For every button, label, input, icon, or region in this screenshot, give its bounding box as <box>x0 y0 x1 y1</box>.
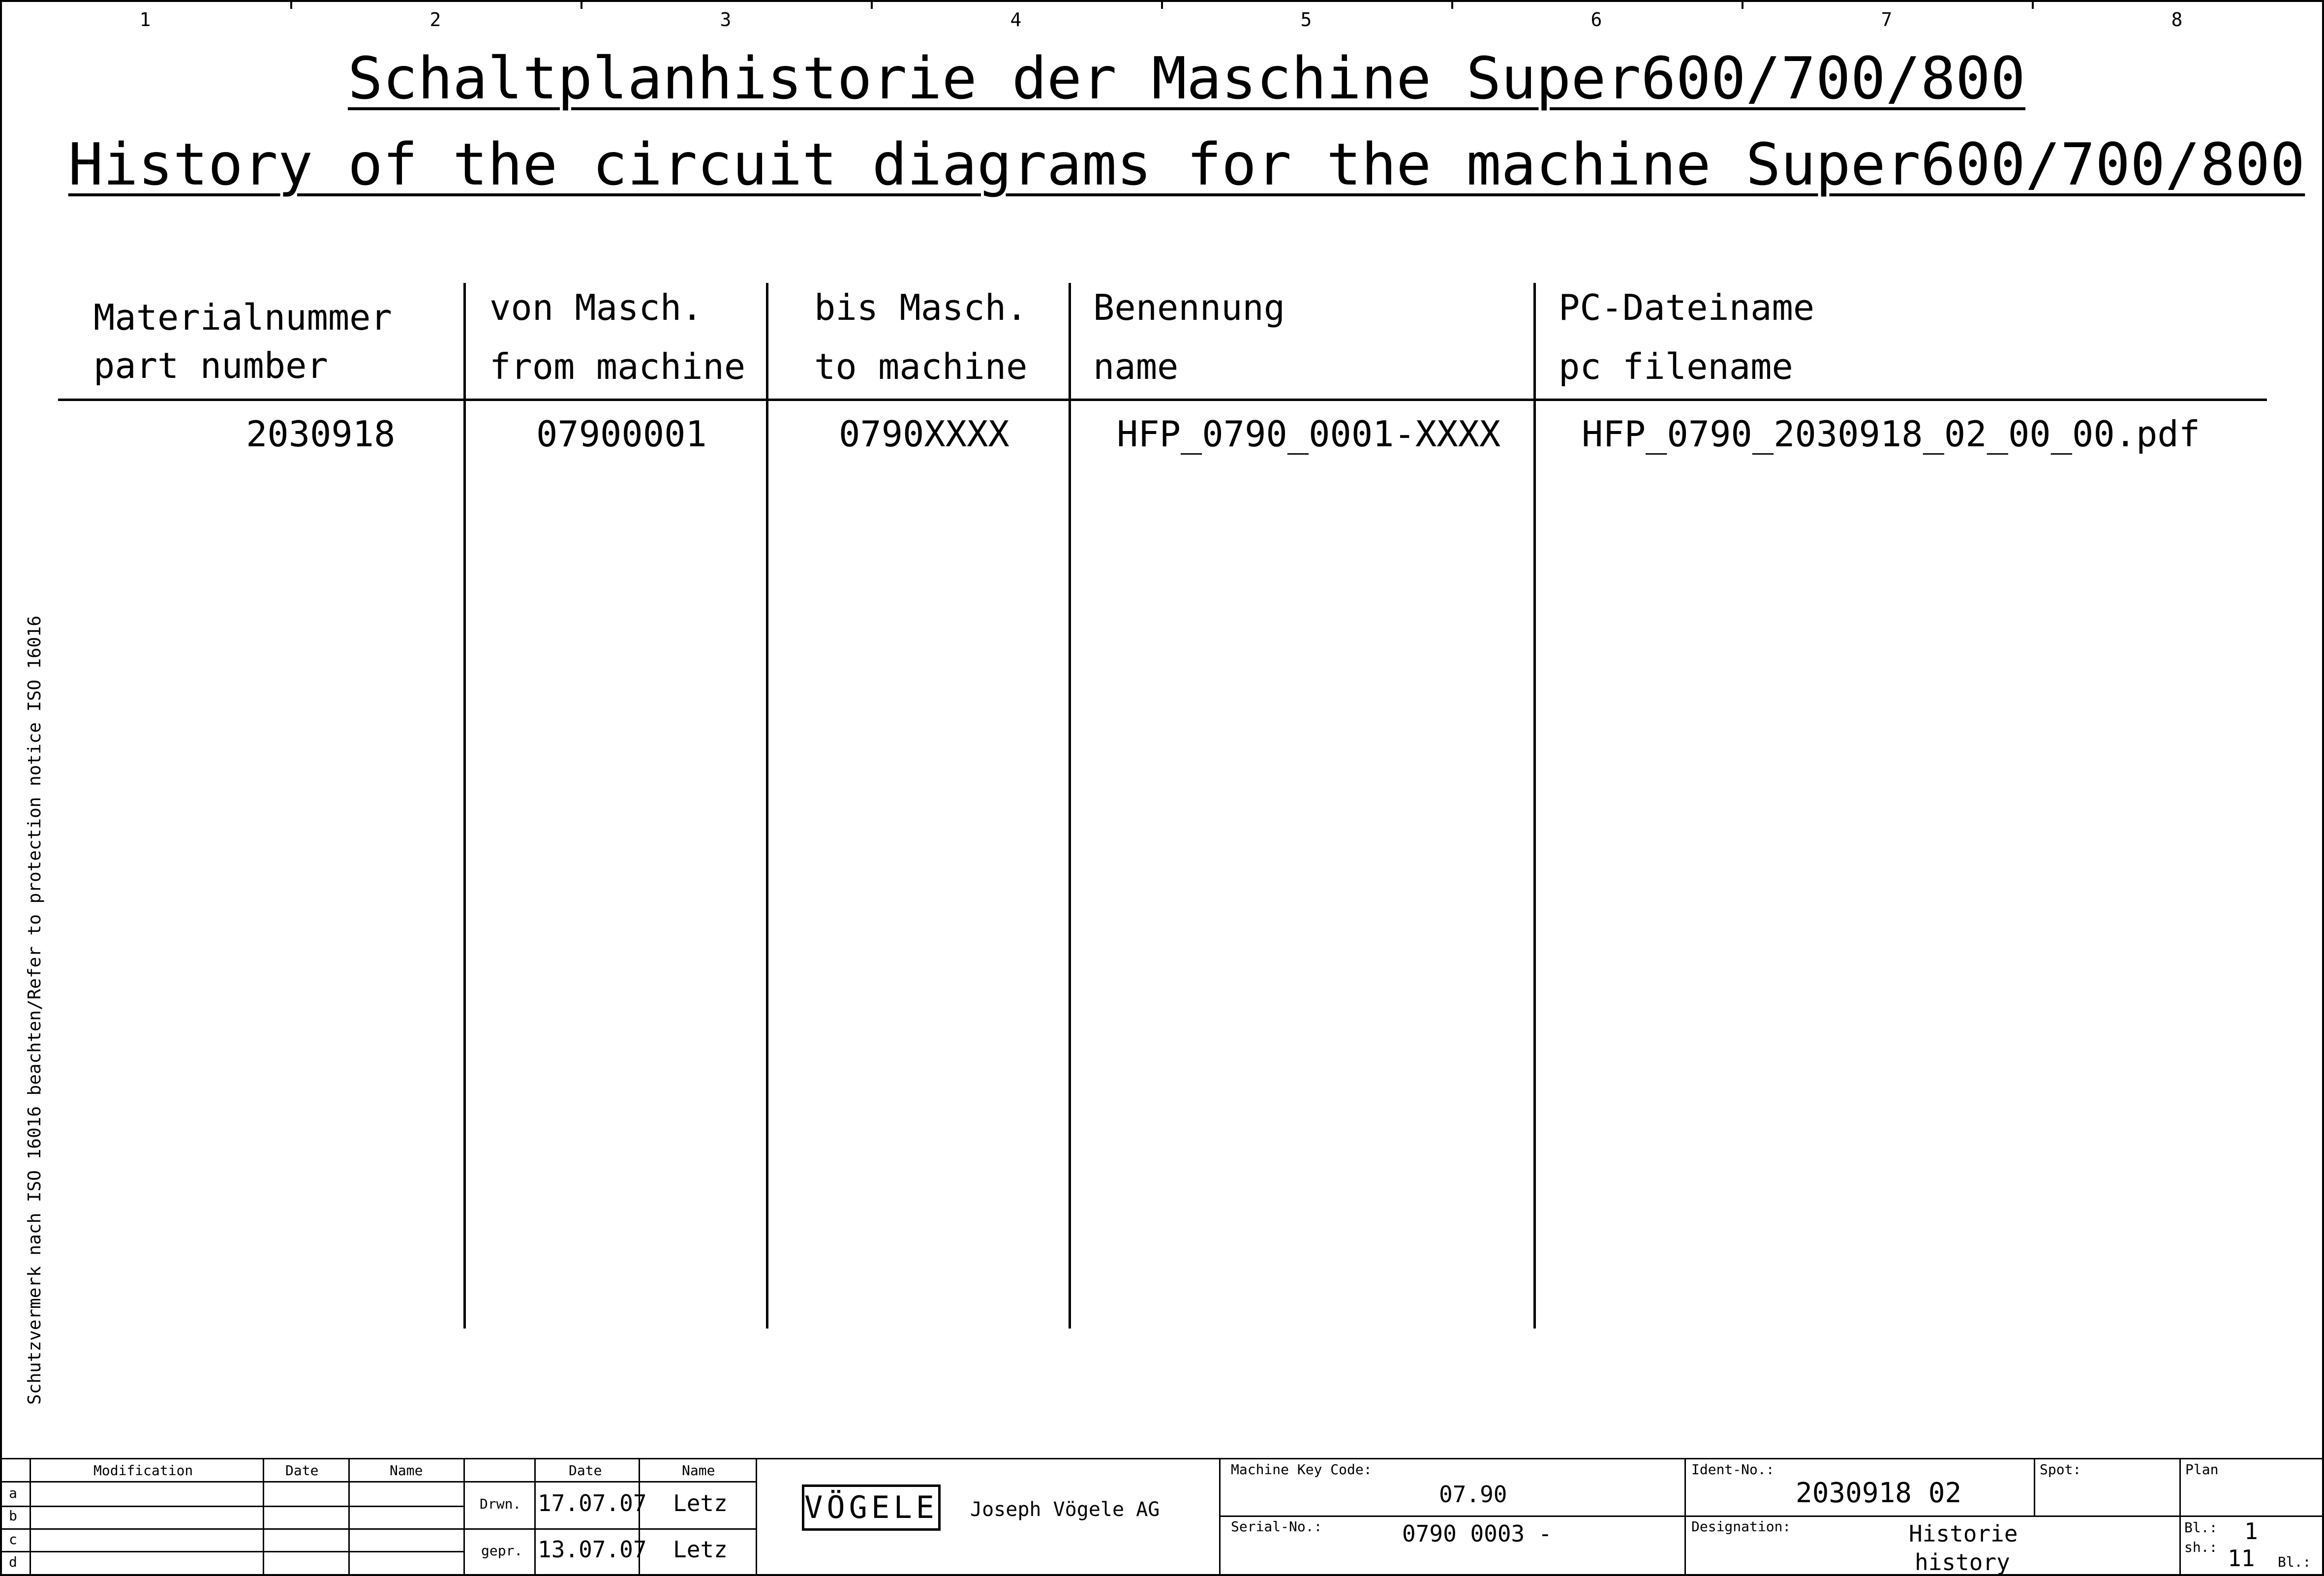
tb-divider <box>348 1458 350 1575</box>
sig-header-date: Date <box>569 1462 602 1479</box>
table-row <box>1582 413 2200 455</box>
column-tick <box>1451 0 1453 9</box>
column-tick <box>1161 0 1163 9</box>
header-en: from machine <box>489 346 746 387</box>
header-en: pc filename <box>1559 346 1793 387</box>
column-tick <box>871 0 873 9</box>
tb-rule <box>0 1506 463 1507</box>
bl-label: Bl.: <box>2278 1554 2311 1570</box>
row-letter: a <box>9 1485 17 1501</box>
tb-divider <box>534 1458 536 1575</box>
header-de: von Masch. <box>489 287 703 328</box>
header-to-machine <box>814 278 1027 396</box>
drawn-date: 17.07.07 <box>538 1490 647 1516</box>
column-number: 1 <box>139 9 151 31</box>
plan-label: Plan <box>2185 1461 2219 1478</box>
tb-rule <box>0 1528 756 1530</box>
header-de: Benennung <box>1093 287 1285 328</box>
table-row <box>839 413 1009 455</box>
tb-rule <box>0 1481 756 1483</box>
tb-divider <box>1684 1458 1686 1575</box>
tb-divider <box>463 1458 465 1575</box>
designation-german: Historie <box>1909 1520 2018 1547</box>
table-row <box>1117 413 1500 455</box>
header-en: part number <box>93 345 328 386</box>
header-from-machine <box>489 278 745 396</box>
column-tick <box>1742 0 1743 9</box>
cell-pc-filename: HFP_0790_2030918_02_00_00.pdf <box>1582 413 2201 455</box>
header-pc-filename <box>1559 278 1814 396</box>
header-de: Materialnummer <box>93 297 392 338</box>
row-letter: b <box>9 1508 17 1524</box>
column-number: 7 <box>1881 9 1893 31</box>
tb-divider <box>756 1458 757 1575</box>
column-divider <box>1533 283 1536 1329</box>
serial-value: 0790 0003 - <box>1402 1520 1552 1547</box>
designation-english: history <box>1915 1549 2010 1576</box>
table-row <box>536 413 707 455</box>
column-divider <box>463 283 466 1329</box>
ident-label: Ident-No.: <box>1691 1461 1774 1478</box>
mod-header-date: Date <box>285 1462 319 1479</box>
column-number: 8 <box>2171 9 2183 31</box>
row-letter: c <box>9 1531 17 1547</box>
ident-value: 2030918 02 <box>1796 1477 1962 1509</box>
sheets-label: sh.: <box>2184 1539 2218 1555</box>
sig-header-name: Name <box>682 1462 715 1479</box>
company-name: Joseph Vögele AG <box>970 1498 1160 1521</box>
column-tick <box>2032 0 2034 9</box>
checked-label: gepr. <box>481 1543 523 1559</box>
cell-part-number: 2030918 <box>246 413 396 455</box>
header-en: name <box>1093 346 1179 387</box>
tb-rule <box>0 1551 463 1552</box>
vogele-logo: VÖGELE <box>802 1484 941 1531</box>
mod-header-name: Name <box>390 1462 423 1479</box>
machine-key-label: Machine Key Code: <box>1231 1461 1372 1478</box>
header-name <box>1093 278 1285 396</box>
cell-to-machine: 0790XXXX <box>839 413 1009 455</box>
cell-from-machine: 07900001 <box>536 413 707 455</box>
column-divider <box>766 283 768 1329</box>
column-number: 3 <box>720 9 732 31</box>
cell-name: HFP_0790_0001-XXXX <box>1117 413 1501 455</box>
spot-label: Spot: <box>2040 1461 2081 1478</box>
designation-label: Designation: <box>1691 1518 1791 1535</box>
drawn-label: Drwn. <box>480 1496 521 1512</box>
mod-header-modification: Modification <box>93 1462 193 1479</box>
tb-divider <box>263 1458 264 1575</box>
tb-rule <box>1219 1515 2324 1517</box>
drawn-name: Letz <box>673 1490 728 1516</box>
header-de: PC-Dateiname <box>1559 287 1815 328</box>
checked-date: 13.07.07 <box>538 1536 647 1563</box>
column-number: 6 <box>1590 9 1602 31</box>
tb-divider <box>2179 1458 2181 1575</box>
column-number: 5 <box>1300 9 1312 31</box>
sheet-value: 1 <box>2244 1518 2258 1545</box>
tb-divider <box>2034 1458 2035 1515</box>
table-row <box>246 413 395 455</box>
serial-label: Serial-No.: <box>1231 1518 1322 1535</box>
checked-name: Letz <box>673 1536 728 1563</box>
header-en: to machine <box>814 346 1028 387</box>
column-divider <box>1069 283 1071 1329</box>
sheet-label: Bl.: <box>2184 1519 2218 1536</box>
machine-key-value: 07.90 <box>1439 1481 1507 1508</box>
header-part-number <box>93 288 392 395</box>
column-tick <box>290 0 292 9</box>
column-tick <box>581 0 582 9</box>
tb-divider <box>30 1458 31 1575</box>
header-de: bis Masch. <box>814 287 1028 328</box>
title-english: History of the circuit diagrams for the machine Super600/700/800 <box>68 130 2305 198</box>
title-german: Schaltplanhistorie der Maschine Super600/700/800 <box>347 44 2026 112</box>
sheets-total: 11 <box>2228 1545 2255 1572</box>
column-number: 2 <box>429 9 441 31</box>
column-number: 4 <box>1010 9 1022 31</box>
table-header-rule <box>58 399 2267 401</box>
row-letter: d <box>9 1554 17 1570</box>
protection-notice: Schutzvermerk nach ISO 16016 beachten/Refer to protection notice ISO 16016 <box>25 616 45 1405</box>
